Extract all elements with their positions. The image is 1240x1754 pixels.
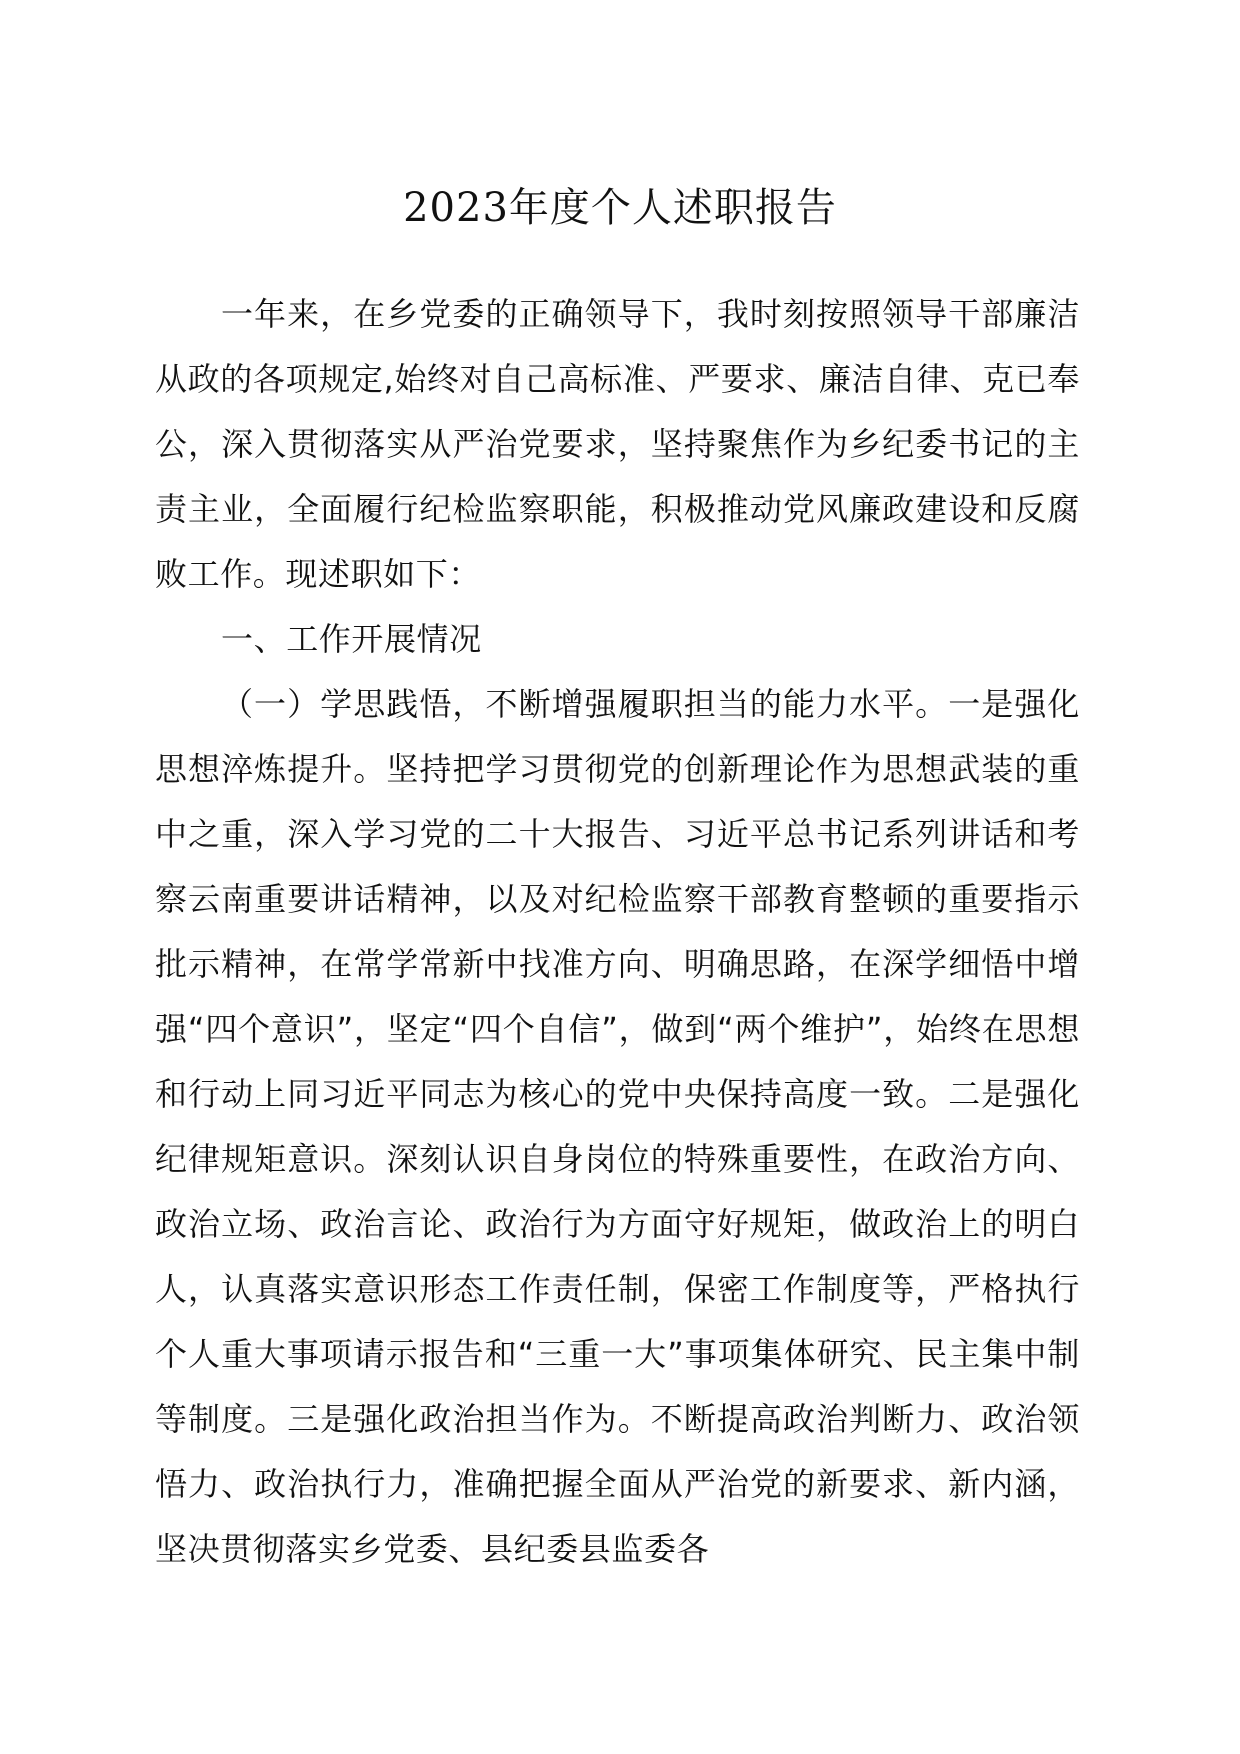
paragraph-intro: 一年来，在乡党委的正确领导下，我时刻按照领导干部廉洁从政的各项规定,始终对自己高标准、严要求、廉洁自律、克已奉公，深入贯彻落实从严治党要求，坚持聚焦作为乡纪委书记的主责主业，全面履行纪检监察职能，积极推动党风廉政建设和反腐败工作。现述职如下： bbox=[155, 295, 1080, 593]
paragraph-section-1: （一）学思践悟，不断增强履职担当的能力水平。一是强化思想淬炼提升。坚持把学习贯彻党的创新理论作为思想武装的重中之重，深入学习党的二十大报告、习近平总书记系列讲话和考察云南重要讲话精神，以及对纪检监察干部教育整顿的重要指示批示精神，在常学常新中找准方向、明确思路，在深学细悟中增强“四个意识”，坚定“四个自信”，做到“两个维护”，始终在思想和行动上同习近平同志为核心的党中央保持高度一致。二是强化纪律规矩意识。深刻认识自身岗位的特殊重要性，在政治方向、政治立场、政治言论、政治行为方面守好规矩，做政治上的明白人，认真落实意识形态工作责任制，保密工作制度等，严格执行个人重大事项请示报告和“三重一大”事项集体研究、民主集中制等制度。三是强化政治担当作为。不断提高政治判断力、政治领悟力、政治执行力，准确把握全面从严治党的新要求、新内涵，坚决贯彻落实乡党委、县纪委县监委各 bbox=[155, 685, 1080, 1568]
document-body bbox=[155, 282, 1080, 1582]
document-title: 2023年度个人述职报告 bbox=[403, 185, 837, 231]
section-heading: 一、工作开展情况 bbox=[221, 620, 482, 658]
